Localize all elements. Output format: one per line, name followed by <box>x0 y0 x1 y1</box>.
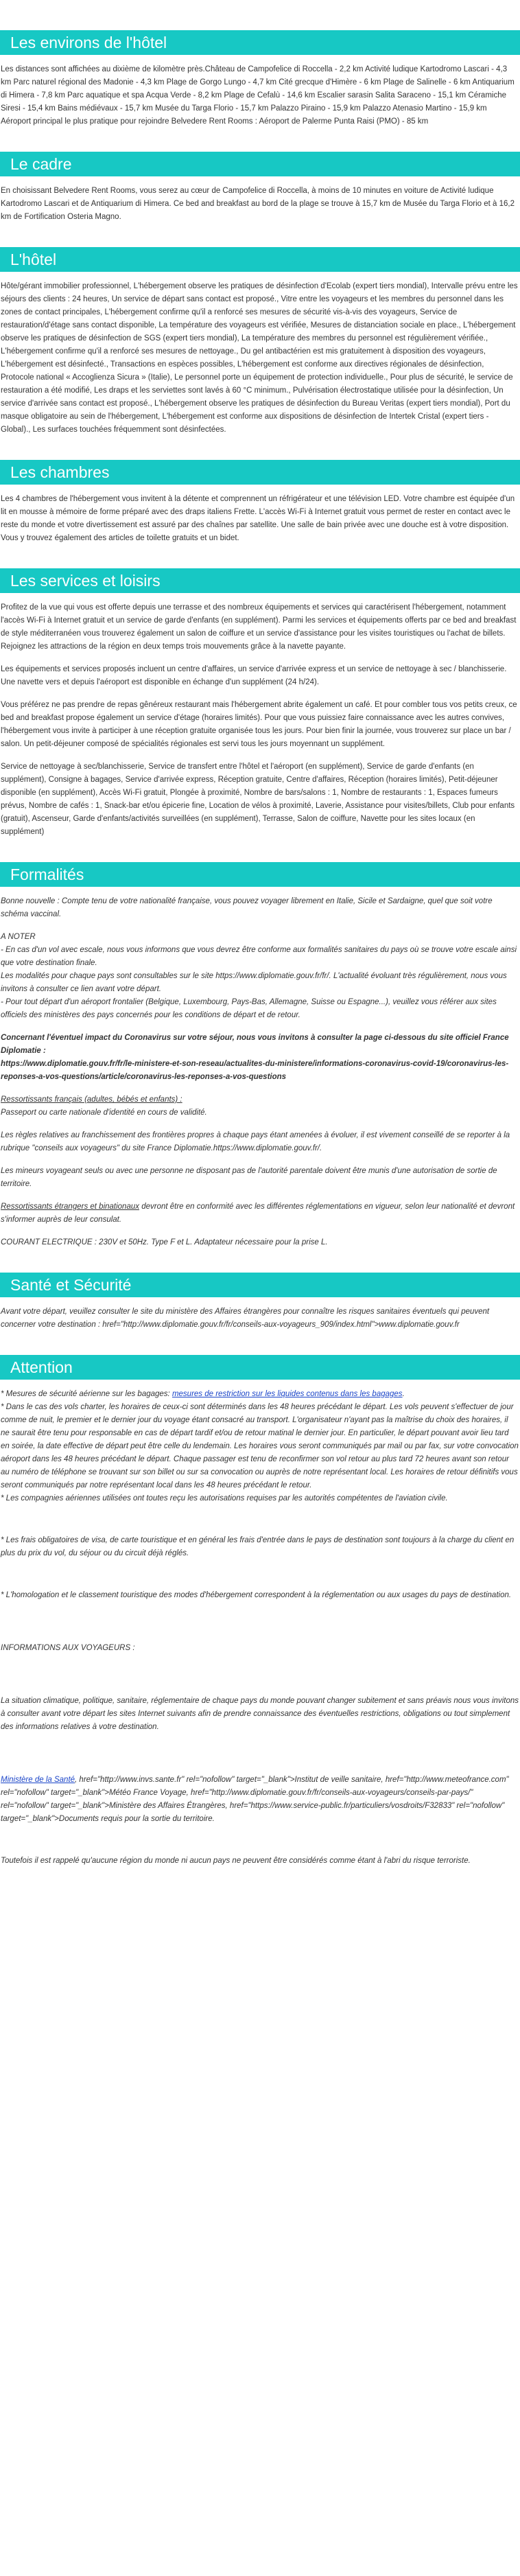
section-formalites <box>0 862 520 1249</box>
formalites-covid-text: Concernant l'éventuel impact du Coronavirus sur votre séjour, nous vous invitons à consulter la page ci-dessous du site officiel France Diplomatie : <box>1 1034 509 1055</box>
section-hotel <box>0 247 520 437</box>
services-paragraph-3: Vous préférez ne pas prendre de repas gênéreux restaurant mais l'hébergement abrite également un café. Et pour combler tous vos petits creux, ce bed and breakfast propose également un service d'étage (horaires limités). Pour que vous puissiez faire connaissance avec les autres convives, l'hébergement vous invite à participer à une réception gratuite organisée tous les jours. Pour bien finir la journée, vous trouverez sur place un bar / salon. Un petit-déjeuner composé de spécialités régionales est servi tous les jours moyennant un supplément. <box>1 701 517 748</box>
formalites-electric: COURANT ELECTRIQUE : 230V et 50Hz. Type F et L. Adaptateur nécessaire pour la prise L. <box>1 1238 328 1246</box>
sante-text: Avant votre départ, veuillez consulter le site du ministère des Affaires étrangères pour connaître les risques sanitaires éventuels qui peuvent concerner votre destination : href="http://www.diplomatie.gouv.fr/fr/conseils-aux-voyageurs_909/index.html">www.diplomatie.gouv.fr <box>1 1308 490 1329</box>
attention-baggage-prefix: * Mesures de sécurité aérienne sur les bagages: <box>1 1390 172 1398</box>
formalites-intro: Bonne nouvelle : Compte tenu de votre nationalité française, vous pouvez voyager librement en Italie, Sicile et Sardaigne, quel que soit votre schéma vaccinal. <box>1 897 493 918</box>
attention-baggage-end: . <box>402 1390 405 1398</box>
section-chambres <box>0 460 520 545</box>
section-environs <box>0 30 520 128</box>
section-title-hotel: L'hôtel <box>0 247 520 272</box>
formalites-note-line-3: - Pour tout départ d'un aéroport frontalier (Belgique, Luxembourg, Pays-Bas, Allemagne, Suisse ou Espagne...), veuillez vous référer aux sites officiels des ministères des pays concernés pour les conditions de départ et de retour. <box>1 998 497 1019</box>
formalites-borders: Les règles relatives au franchissement des frontières propres à chaque pays étant amenées à évoluer, il est vivement conseillé de se reporter à la rubrique "conseils aux voyageurs" du site France Diplomatie.https://www.diplomatie.gouv.fr/. <box>1 1131 510 1152</box>
formalites-covid <box>1 1032 519 1084</box>
hotel-text: Hôte/gérant immobilier professionnel, L'hébergement observe les pratiques de désinfection d'Ecolab (expert tiers mondial), Intervalle prévu entre les séjours des clients : 24 heures, Un service de départ sans contact est proposé., Vitre entre les voyageurs et les membres du personnel dans les zones de contact principales, L'hébergement confirme qu'il a renforcé ses mesures de sécurité vis-à-vis des voyageurs, Service de restauration/d'étage sans contact disponible, La température des voyageurs est vérifiée, Mesures de distanciation sociale en place., L'hébergement observe les pratiques de désinfection de SGS (expert tiers mondial), La température des membres du personnel est régulièrement vérifiée., L'hébergement confirme qu'il a renforcé ses mesures de nettoyage., Du gel antibactérien est mis gratuitement à disposition des voyageurs, L'hébergement est désinfecté., Transactions en espèces possibles, L'hébergement est conforme aux directives régionales de désinfection, Protocole national « Accoglienza Sicura » (Italie), Le personnel porte un équipement de protection individuelle., Pour plus de sécurité, le service de restauration a été modifié, Les draps et les serviettes sont lavés à 60 °C minimum., Pulvérisation électrostatique utilisée pour la désinfection, Un service d'arrivée sans contact est proposé., L'hébergement observe les pratiques de désinfection du Bureau Veritas (expert tiers mondial), Port du masque obligatoire au sein de l'hébergement, L'hébergement est conforme aux dispositions de désinfection de Intertek Cristal (expert tiers - Global)., Les surfaces touchées fréquemment sont désinfectées. <box>1 282 518 434</box>
services-paragraph-2: Les équipements et services proposés incluent un centre d'affaires, un service d'arrivée express et un service de nettoyage à sec / blanchisserie. Une navette vers et depuis l'aéroport est disponible en échange d'un supplément (24 h/24). <box>1 665 507 686</box>
formalites-note-line-1: - En cas d'un vol avec escale, nous vous informons que vous devrez être conforme aux formalités sanitaires du pays où se trouve votre escale ainsi que votre destination finale. <box>1 946 517 967</box>
section-title-services: Les services et loisirs <box>0 568 520 593</box>
attention-airlines-text: * Les compagnies aériennes utilisées ont toutes reçu les autorisations requises par les autorités compétentes de l'aviation civile. <box>1 1494 448 1502</box>
services-paragraph-4: Service de nettoyage à sec/blanchisserie, Service de transfert entre l'hôtel et l'aéroport (en supplément), Service de garde d'enfants (en supplément), Consigne à bagages, Service d'arrivée express, Réception gratuite, Centre d'affaires, Réception (horaires limités), Petit-déjeuner disponible (en supplément), Accès Wi-Fi gratuit, Plongée à proximité, Nombre de bars/salons : 1, Nombre de restaurants : 1, Espaces fumeurs prévus, Nombre de cafés : 1, Snack-bar et/ou épicerie fine, Location de vélos à proximité, Laverie, Assistance pour visites/billets, Club pour enfants (gratuit), Ascenseur, Garde d'enfants/activités surveillées (en supplément), Terrasse, Salon de coiffure, Navette pour les sites locaux (en supplément) <box>1 763 515 836</box>
attention-sante-link[interactable]: Ministère de la Santé <box>1 1776 75 1784</box>
services-paragraph-1: Profitez de la vue qui vous est offerte depuis une terrasse et des nombreux équipements et services qui caractérisent l'hébergement, notamment l'accès Wi-Fi à Internet gratuit et un service de garde d'enfants (en supplément). Parmi les services et équipements offerts par ce bed and breakfast de style méditerranéen vous trouverez également un salon de coiffure et un service d'assistance pour les visites touristiques ou l'achat de billets. Rejoignez les attractions de la région en deux temps trois mouvements grâce à la navette payante. <box>1 603 517 651</box>
formalites-foreigners-text: devront être en conformité avec les différentes réglementations en vigueur, selon leur nationalité et devront s'informer auprès de leur consulat. <box>1 1203 515 1224</box>
formalites-foreigners <box>1 1200 519 1227</box>
formalites-note <box>1 931 519 1022</box>
section-title-chambres: Les chambres <box>0 460 520 485</box>
section-title-cadre: Le cadre <box>0 152 520 176</box>
section-sante <box>0 1273 520 1332</box>
environs-text: Les distances sont affichées au dixième de kilomètre près.Château de Campofelice di Roccella - 2,2 km Activité ludique Kartodromo Lascari - 4,3 km Parc naturel régional des Madonie - 4,3 km Plage de Gorgo Lungo - 4,7 km Cité grecque d'Himère - 6 km Plage de Salinelle - 6 km Antiquarium di Himera - 7,8 km Parc aquatique et spa Acqua Verde - 8,2 km Plage de Cefalù - 14,6 km Escalier sarasin Salita Saraceno - 15,1 km Céramiche Siresi - 15,4 km Bains médiévaux - 15,7 km Musée du Targa Florio - 15,7 km Palazzo Piraino - 15,9 km Palazzo Atenasio Martino - 15,9 km Aéroport principal le plus pratique pour rejoindre Belvedere Rent Rooms : Aéroport de Palerme Punta Raisi (PMO) - 85 km <box>1 65 515 126</box>
attention-homologation: * L'homologation et le classement touristique des modes d'hébergement correspondent à la réglementation ou aux usages du pays de destination. <box>1 1591 512 1599</box>
attention-visa: * Les frais obligatoires de visa, de carte touristique et en général les frais d'entrée dans le pays de destination sont toujours à la charge du client en plus du prix du vol, du séjour ou du circuit déjà réglés. <box>1 1536 515 1557</box>
formalites-nationals-heading: Ressortissants français (adultes, bébés et enfants) : <box>1 1095 182 1104</box>
section-cadre <box>0 152 520 224</box>
attention-charter-text: * Dans le cas des vols charter, les horaires de ceux-ci sont déterminés dans les 48 heures précédant le départ. Les vols peuvent s'effectuer de jour comme de nuit, le premier et le dernier jour du voyage étant consacré au transport. L'organisateur n'ayant pas la maîtrise du choix des horaires, il ne saurait être tenu pour responsable en cas de départ tardif et/ou de retour matinal le dernier jour. En particulier, le départ pouvant avoir lieu tard en soirée, la date effective de départ peut être celle du lendemain. Les horaires vous seront communiqués par mail ou par fax, sur votre convocation aéroport dans les 48 heures précédant le départ. Chaque passager est tenu de reconfirmer son vol retour au plus tard 72 heures avant son retour au numéro de téléphone se trouvant sur son billet ou sur sa convocation ou auprès de notre représentant local. Les horaires de retour définitifs vous seront communiqués par notre représentant local dans les 48 heures précédant le retour. <box>1 1403 519 1489</box>
section-attention <box>0 1355 520 1868</box>
formalites-note-heading: A NOTER <box>1 933 36 941</box>
attention-links <box>1 1774 519 1826</box>
section-title-sante: Santé et Sécurité <box>0 1273 520 1297</box>
section-services <box>0 568 520 839</box>
attention-info-heading: INFORMATIONS AUX VOYAGEURS : <box>1 1644 135 1652</box>
section-title-environs: Les environs de l'hôtel <box>0 30 520 55</box>
chambres-text: Les 4 chambres de l'hébergement vous invitent à la détente et comprennent un réfrigérateur et une télévision LED. Votre chambre est équipée d'un lit en mousse à mémoire de forme préparé avec des draps italiens Frette. L'accès Wi-Fi à Internet gratuit vous permet de rester en contact avec le reste du monde et votre divertissement est assuré par des chaînes par satellite. Une salle de bain privée avec une douche est à votre disposition. Vous y trouvez également des articles de toilette gratuits et un bidet. <box>1 495 515 542</box>
attention-terrorism: Toutefois il est rappelé qu'aucune région du monde ni aucun pays ne peuvent être considérés comme étant à l'abri du risque terroriste. <box>1 1857 471 1865</box>
formalites-covid-link[interactable]: https://www.diplomatie.gouv.fr/fr/le-ministere-et-son-reseau/actualites-du-ministere/informations-coronavirus-covid-19/coronavirus-les-reponses-a-vos-questions/article/coronavirus-les-reponses-a-vos-questions <box>1 1060 509 1081</box>
attention-baggage-link[interactable]: mesures de restriction sur les liquides contenus dans les bagages <box>172 1390 403 1398</box>
cadre-text: En choisissant Belvedere Rent Rooms, vous serez au cœur de Campofelice di Roccella, à moins de 10 minutes en voiture de Activité ludique Kartodromo Lascari et de Antiquarium di Himera. Ce bed and breakfast au bord de la plage se trouve à 15,7 km de Musée du Targa Florio et à 16,2 km de Fortification Osteria Magno. <box>1 187 515 221</box>
formalites-nationals-text: Passeport ou carte nationale d'identité en cours de validité. <box>1 1109 207 1117</box>
attention-links-text: , href="http://www.invs.sante.fr" rel="nofollow" target="_blank">Institut de veille sanitaire, href="http://www.meteofrance.com" rel="nofollow" target="_blank">Météo France Voyage, href="http://www.diplomatie.gouv.fr/fr/conseils-aux-voyageurs/conseils-par-pays/" rel="nofollow" target="_blank">Ministère des Affaires Étrangères, href="https://www.service-public.fr/particuliers/vosdroits/F32833" rel="nofollow" target="_blank">Documents requis pour la sortie du territoire. <box>1 1776 509 1823</box>
formalites-note-line-2: Les modalités pour chaque pays sont consultables sur le site https://www.diplomatie.gouv.fr/fr/. L'actualité évoluant très régulièrement, nous vous invitons à consulter ce lien avant votre départ. <box>1 972 507 993</box>
attention-climate: La situation climatique, politique, sanitaire, réglementaire de chaque pays du monde pouvant changer subitement et sans préavis nous vous invitons à consulter avant votre départ les sites Internet suivants afin de prendre connaissance des éventuelles restrictions, obligations ou tout simplement des informations relatives à votre destination. <box>1 1697 519 1731</box>
formalites-nationals <box>1 1093 519 1119</box>
formalites-minors: Les mineurs voyageant seuls ou avec une personne ne disposant pas de l'autorité parentale doivent être munis d'une autorisation de sortie de territoire. <box>1 1167 497 1188</box>
section-title-formalites: Formalités <box>0 862 520 887</box>
formalites-foreigners-heading: Ressortissants étrangers et binationaux <box>1 1203 139 1211</box>
section-title-attention: Attention <box>0 1355 520 1380</box>
attention-block-1 <box>1 1388 519 1505</box>
